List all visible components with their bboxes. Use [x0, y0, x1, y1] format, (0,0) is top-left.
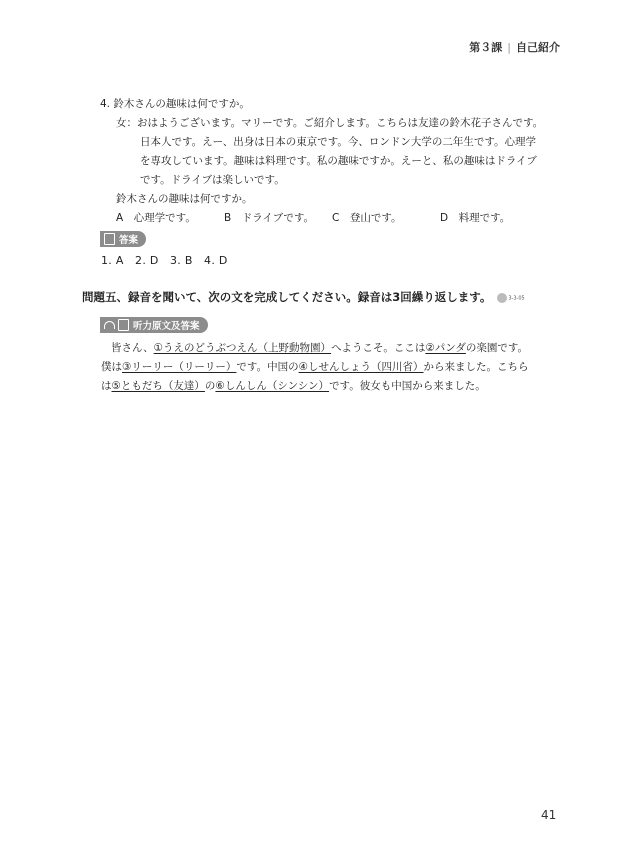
dialog-line: 日本人です。えー、出身は日本の東京です。今、ロンドン大学の二年生です。心理学 — [140, 136, 537, 148]
page-number: 41 — [541, 808, 557, 822]
cd-icon — [497, 293, 507, 303]
lesson-number: 第３課 — [469, 41, 503, 54]
dialog-line: です。ドライブは楽しいです。 — [140, 174, 285, 186]
question-5-title — [82, 289, 525, 305]
question-5-transcript — [101, 339, 561, 396]
text-segment: の楽園です。 — [465, 342, 529, 354]
text-segment: から来ました。こちら — [423, 361, 529, 373]
text-segment: です。彼女も中国から来ました。 — [329, 380, 486, 392]
question-5-title-text: 問題五、録音を聞いて、次の文を完成してください。録音は3回繰り返します。 — [82, 290, 492, 304]
text-segment: へようこそ。ここは — [331, 342, 426, 354]
dialog-line: を専攻しています。趣味は料理です。私の趣味ですか。えーと、私の趣味はドライブ — [140, 155, 537, 167]
question-4-title: 4. 鈴木さんの趣味は何ですか。 — [100, 98, 250, 110]
fill-answer-6: ⑥しんしん（シンシン） — [215, 380, 330, 392]
text-segment: 僕は — [101, 361, 122, 373]
answer-choices — [116, 209, 570, 228]
text-segment: 皆さん、 — [111, 342, 154, 354]
track-number: 3-3-05 — [508, 295, 525, 301]
choice-c: C 登山です。 — [332, 212, 402, 224]
transcript-answer-badge — [100, 317, 208, 333]
answer-badge — [100, 231, 146, 247]
document-icon — [104, 233, 115, 245]
audio-track-label — [497, 293, 524, 303]
answers-list: 1. A 2. D 3. B 4. D — [101, 254, 228, 267]
question-4 — [100, 95, 570, 228]
fill-answer-2: ②パンダ — [425, 342, 466, 354]
lesson-topic: 自己紹介 — [516, 41, 560, 54]
text-segment: です。中国の — [236, 361, 299, 373]
answer-badge-label: 答案 — [119, 235, 139, 246]
transcript-line — [101, 358, 561, 377]
transcript-line — [101, 339, 561, 358]
fill-answer-1: ①うえのどうぶつえん（上野動物園） — [153, 342, 332, 354]
fill-answer-3: ③リーリー（リーリー） — [122, 361, 237, 373]
choice-a: A 心理学です。 — [116, 212, 196, 224]
document-icon — [118, 319, 129, 331]
running-header — [469, 39, 560, 55]
choice-d: D 料理です。 — [440, 212, 511, 224]
dialog-line: 女：おはようございます。マリーです。ご紹介します。こちらは友達の鈴木花子さんです。 — [116, 117, 544, 129]
choice-b: B ドライブです。 — [224, 212, 315, 224]
dialog-transcript — [116, 114, 570, 190]
transcript-badge-label: 听力原文及答案 — [133, 321, 200, 332]
text-segment: は — [101, 380, 112, 392]
text-segment: の — [204, 380, 216, 392]
headphones-icon — [104, 321, 115, 329]
transcript-line — [101, 377, 561, 396]
header-separator: | — [507, 41, 511, 54]
fill-answer-5: ⑤ともだち（友達） — [111, 380, 205, 392]
sub-question: 鈴木さんの趣味は何ですか。 — [116, 193, 253, 205]
fill-answer-4: ④しせんしょう（四川省） — [298, 361, 424, 373]
